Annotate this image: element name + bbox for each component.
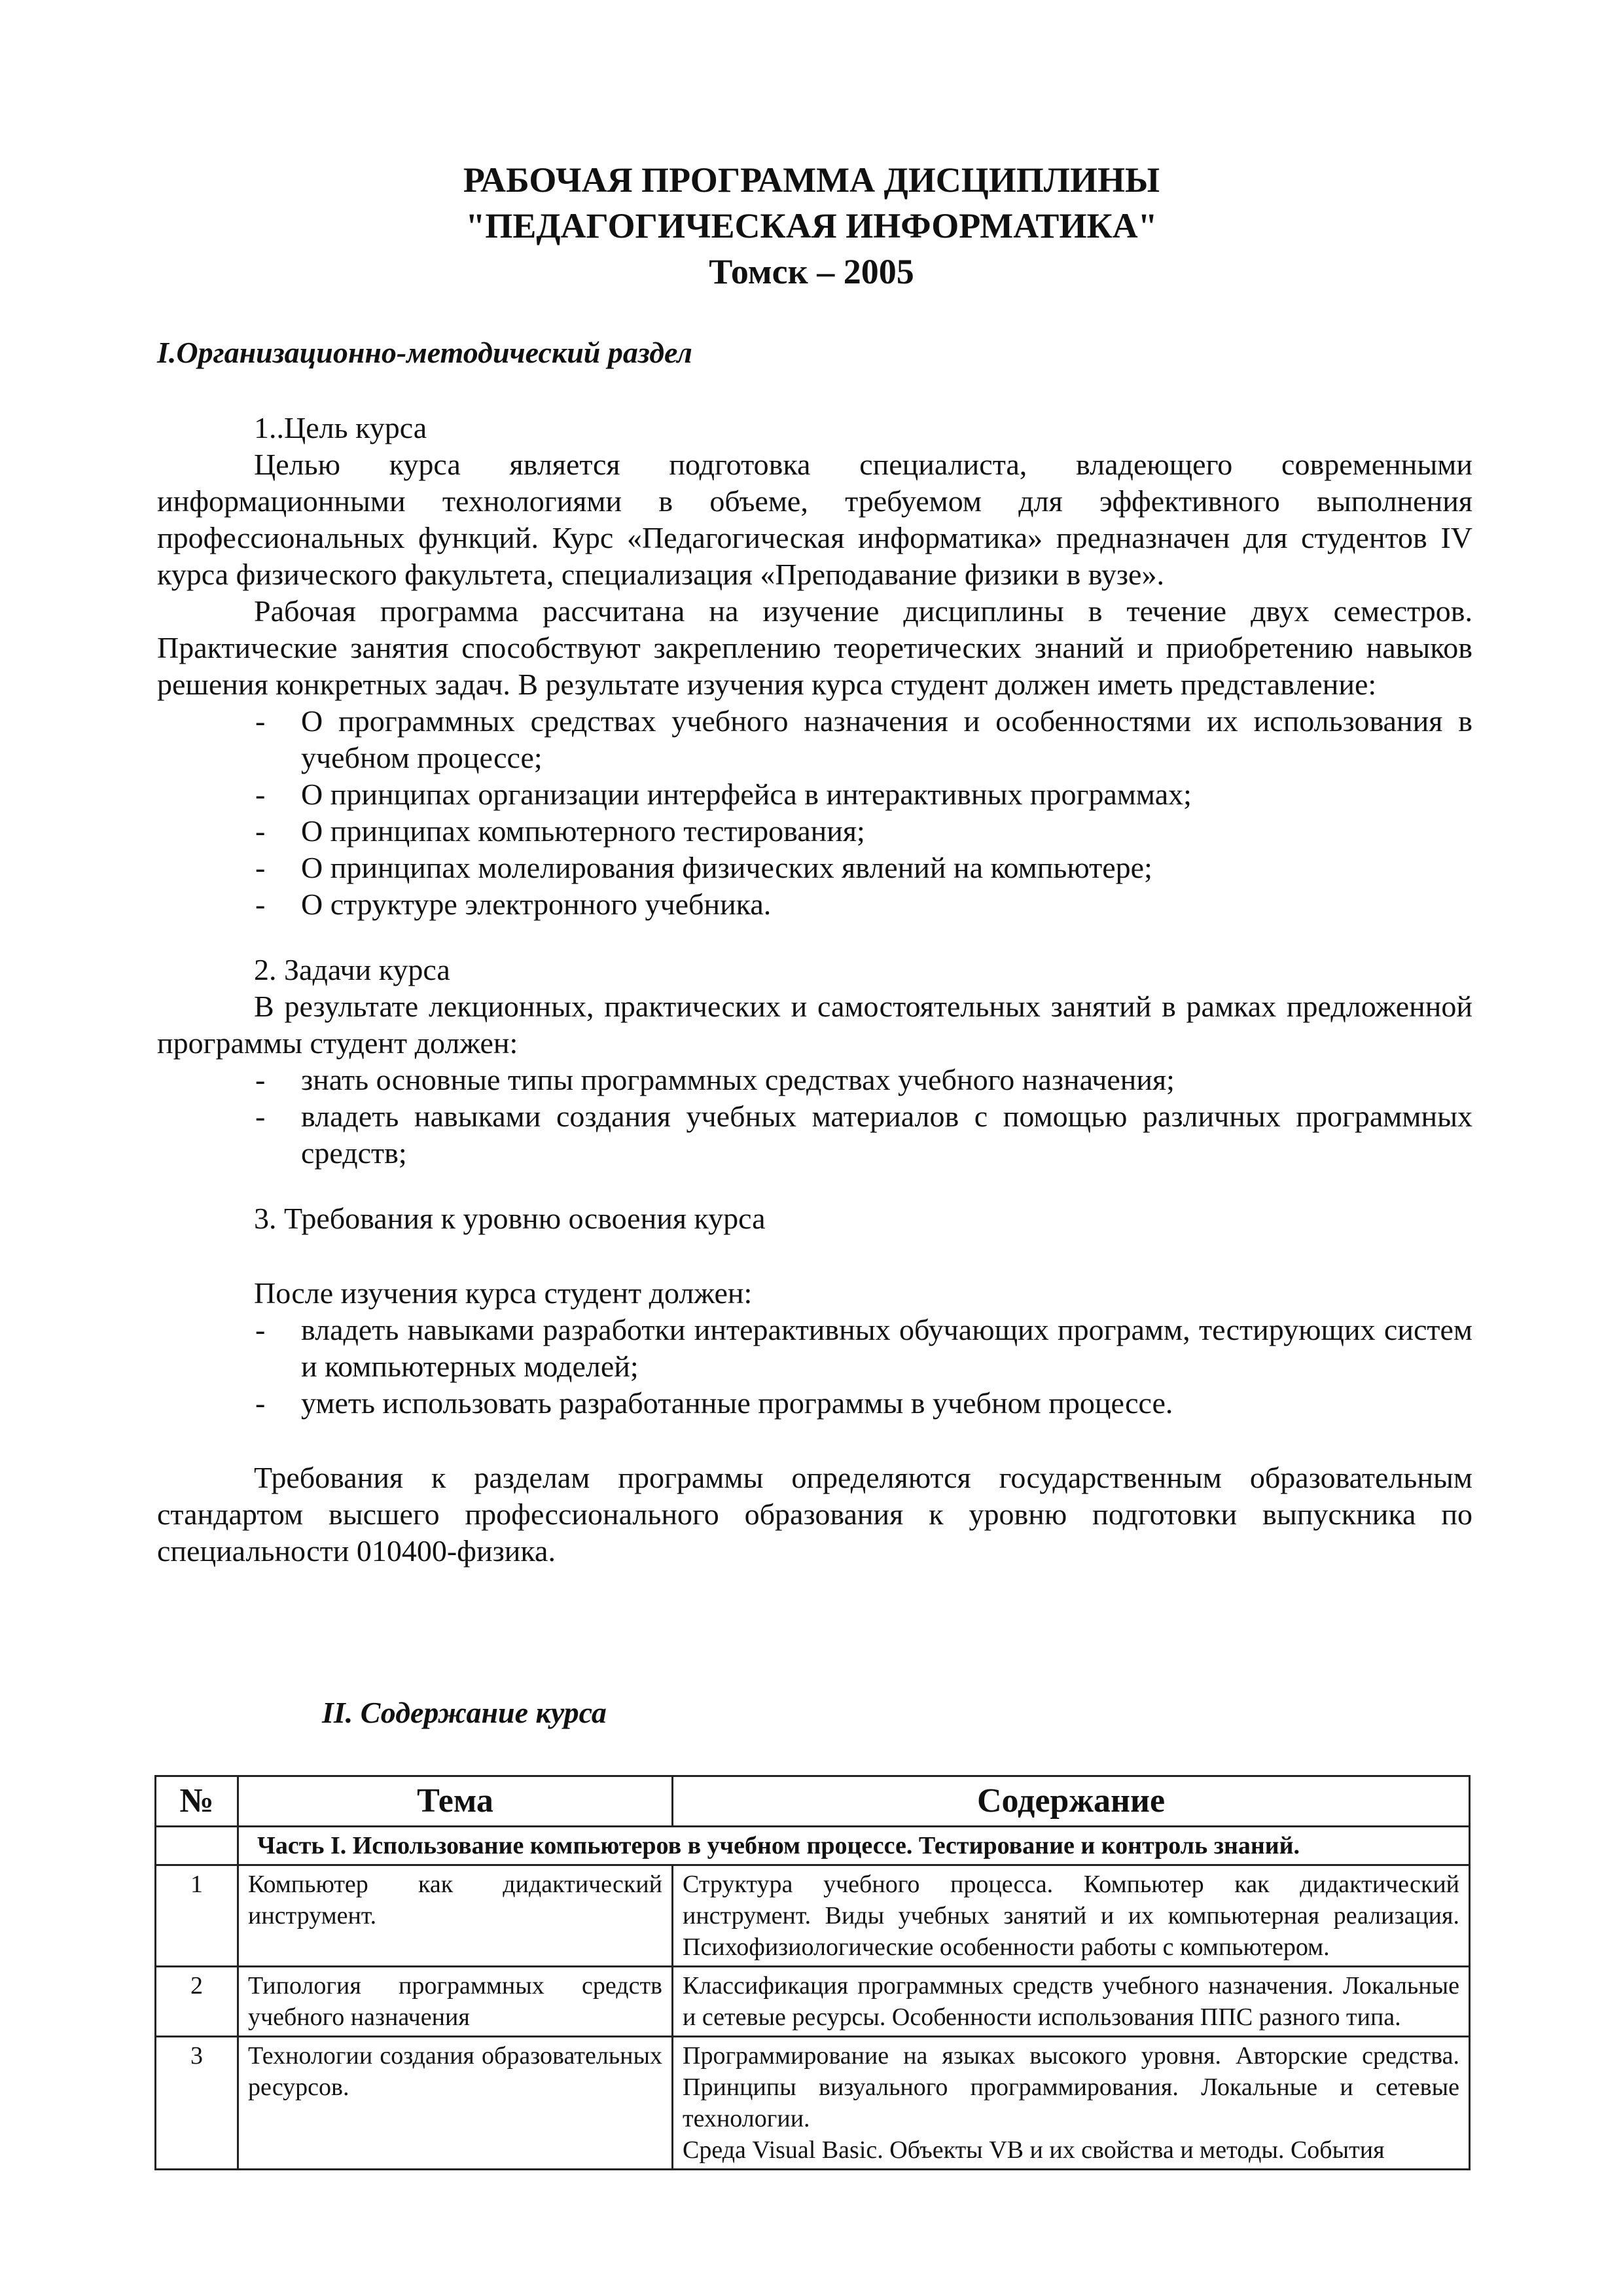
column-header-topic: Тема (238, 1776, 673, 1827)
requirements-list-item: - владеть навыками разработки интерактивных обучающих программ, тестирующих систем и компьютерных моделей; (255, 1313, 1472, 1383)
requirements-heading: 3. Требования к уровню освоения курса (254, 1202, 766, 1235)
requirements-final-paragraph: Требования к разделам программы определяются государственным образовательным стандартом высшего профессионального образования к уровню подготовки выпускника по специальности 010400-физика. (157, 1461, 1472, 1568)
table-row (156, 1865, 1470, 1967)
goal-list-item: - О программных средствах учебного назначения и особенностями их использования в учебном процессе; (255, 704, 1472, 774)
tasks-list-item: - владеть навыками создания учебных материалов с помощью различных программных средств; (255, 1100, 1472, 1170)
tasks-heading: 2. Задачи курса (254, 953, 450, 986)
tasks-list-item: - знать основные типы программных средствах учебного назначения; (255, 1063, 1175, 1096)
section1-heading: I.Организационно-методический раздел (157, 336, 692, 369)
row-content: Классификация программных средств учебного назначения. Локальные и сетевые ресурсы. Особенности использования ППС разного типа. (673, 1967, 1470, 2037)
table-row (156, 1967, 1470, 2037)
table-row (156, 2037, 1470, 2170)
goal-list-item: - О принципах молелирования физических явлений на компьютере; (255, 851, 1152, 884)
row-number: 3 (156, 2037, 238, 2170)
goal-heading: 1..Цель курса (254, 411, 427, 444)
doc-title-line3: Томск – 2005 (709, 252, 914, 291)
table-header-row (156, 1776, 1470, 1827)
section1-body (157, 410, 1472, 1570)
column-header-number: № (156, 1776, 238, 1827)
course-content-table (154, 1775, 1471, 2170)
goal-paragraph-2: Рабочая программа рассчитана на изучение дисциплины в течение двух семестров. Практические занятия способствуют закреплению теоретических знаний и приобретению навыков решения конкретных задач. В результате изучения курса студент должен иметь представление: (157, 594, 1472, 701)
goal-paragraph-1: Целью курса является подготовка специалиста, владеющего современными информационными технологиями в объеме, требуемом для эффективного выполнения профессиональных функций. Курс «Педагогическая информатика» предназначен для студентов IV курса физического факультета, специализация «Преподавание физики в вузе». (157, 448, 1472, 591)
tasks-paragraph: В результате лекционных, практических и самостоятельных занятий в рамках предложенной программы студент должен: (157, 990, 1472, 1060)
goal-list-item: - О принципах компьютерного тестирования; (255, 814, 865, 848)
requirements-list-item: - уметь использовать разработанные программы в учебном процессе. (255, 1386, 1173, 1420)
row-content-line: Программирование на языках высокого уровня. Авторские средства. Принципы визуального программирования. Локальные и сетевые технологии. (683, 2042, 1459, 2132)
row-topic: Технологии создания образовательных ресурсов. (238, 2037, 673, 2170)
section2-heading: II. Содержание курса (322, 1696, 607, 1729)
goal-list-item: - О структуре электронного учебника. (255, 888, 772, 921)
row-topic: Типология программных средств учебного назначения (238, 1967, 673, 2037)
row-content (673, 2037, 1470, 2170)
doc-title-line2: "ПЕДАГОГИЧЕСКАЯ ИНФОРМАТИКА" (465, 206, 1158, 245)
requirements-intro: После изучения курса студент должен: (254, 1276, 753, 1310)
part-title: Часть I. Использование компьютеров в учебном процессе. Тестирование и контроль знаний. (238, 1827, 1470, 1865)
goal-list-item: - О принципах организации интерфейса в интерактивных программах; (255, 778, 1192, 811)
row-content-line: Среда Visual Basic. Объекты VB и их свойства и методы. События (683, 2136, 1385, 2164)
doc-title-line1: РАБОЧАЯ ПРОГРАММА ДИСЦИПЛИНЫ (463, 160, 1160, 200)
table-part-row (156, 1827, 1470, 1865)
row-number: 2 (156, 1967, 238, 2037)
column-header-content: Содержание (673, 1776, 1470, 1827)
row-content: Структура учебного процесса. Компьютер как дидактический инструмент. Виды учебных занятий и их компьютерная реализация. Психофизиологические особенности работы с компьютером. (673, 1865, 1470, 1967)
row-topic: Компьютер как дидактический инструмент. (238, 1865, 673, 1967)
row-number: 1 (156, 1865, 238, 1967)
